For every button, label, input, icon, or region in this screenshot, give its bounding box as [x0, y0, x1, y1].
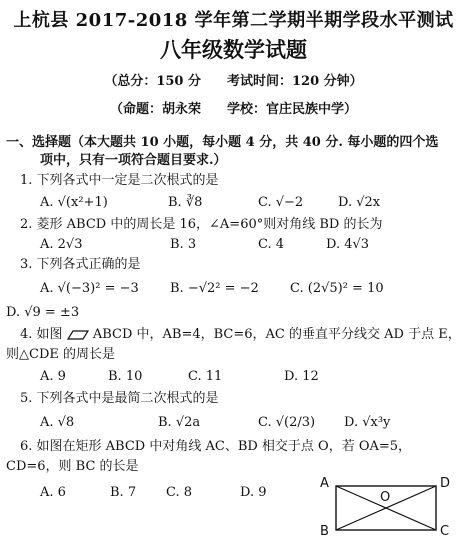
question-2-stem: 2. 菱形 ABCD 中的周长是 16，∠A=60°则对角线 BD 的长为 — [20, 217, 383, 232]
vertex-label-b: B — [320, 524, 329, 539]
question-1-stem: 1. 下列各式中一定是二次根式的是 — [20, 173, 219, 188]
q2-option-b: B. 3 — [170, 237, 197, 252]
q4-option-a: A. 9 — [40, 369, 66, 384]
question-6-stem-cont: CD=6，则 BC 的长是 — [6, 459, 139, 474]
rectangle-figure — [316, 478, 456, 540]
rectangle-diagram — [316, 478, 456, 540]
q5-option-c: C. √(2/3) — [258, 415, 316, 430]
parallelogram-icon — [67, 330, 89, 340]
question-4-stem — [20, 326, 461, 344]
question-4-stem-cont: 则△CDE 的周长是 — [6, 347, 115, 362]
vertex-label-c: C — [440, 524, 450, 539]
vertex-label-d: D — [440, 476, 451, 491]
q2-option-c: C. 4 — [258, 237, 285, 252]
q2-option-a: A. 2√3 — [40, 237, 83, 252]
q4-stem-post: ABCD 中，AB=4，BC=6，AC 的垂直平分线交 AD 于点 E， — [92, 327, 461, 342]
q4-option-b: B. 10 — [108, 369, 143, 384]
section-heading-cont: 项中，只有一项符合题目要求.） — [40, 153, 227, 168]
vertex-label-a: A — [320, 476, 329, 491]
q6-option-c: C. 8 — [166, 485, 193, 500]
q2-option-d: D. 4√3 — [326, 237, 370, 252]
question-6-stem: 6. 如图在矩形 ABCD 中对角线 AC、BD 相交于点 O，若 OA=5， — [20, 439, 412, 454]
section-heading: 一、选择题（本大题共 10 小题，每小题 4 分，共 40 分. 每小题的四个选 — [6, 135, 439, 150]
q3-option-d: D. √9 = ±3 — [6, 305, 80, 320]
q1-option-b: B. ∛8 — [168, 195, 203, 210]
q3-option-c: C. (2√5)² = 10 — [290, 281, 384, 296]
question-5-stem: 5. 下列各式中是最简二次根式的是 — [20, 391, 219, 406]
question-3-stem: 3. 下列各式正确的是 — [20, 257, 141, 272]
q3-option-b: B. −√2² = −2 — [170, 281, 259, 296]
q4-stem-pre: 4. 如图 — [20, 327, 63, 342]
q6-option-a: A. 6 — [40, 485, 66, 500]
center-label-o: O — [380, 490, 391, 505]
q5-option-d: D. √x³y — [344, 415, 391, 430]
q1-option-c: C. √−2 — [258, 195, 304, 210]
author-school-info: （命题：胡永荣 学校：官庄民族中学） — [109, 102, 357, 117]
q5-option-b: B. √2a — [158, 415, 201, 430]
q6-option-d: D. 9 — [240, 485, 267, 500]
q1-option-d: D. √2x — [338, 195, 381, 210]
exam-subtitle: 八年级数学试题 — [160, 37, 307, 62]
q3-option-a: A. √(−3)² = −3 — [40, 281, 139, 296]
q1-option-a: A. √(x²+1) — [40, 195, 108, 210]
q6-option-b: B. 7 — [110, 485, 137, 500]
q5-option-a: A. √8 — [40, 415, 75, 430]
q4-option-c: C. 11 — [188, 369, 223, 384]
score-time-info: （总分：150 分 考试时间：120 分钟） — [104, 74, 363, 89]
exam-title: 上杭县 2017-2018 学年第二学期半期学段水平测试 — [13, 10, 454, 31]
q4-option-d: D. 12 — [284, 369, 319, 384]
